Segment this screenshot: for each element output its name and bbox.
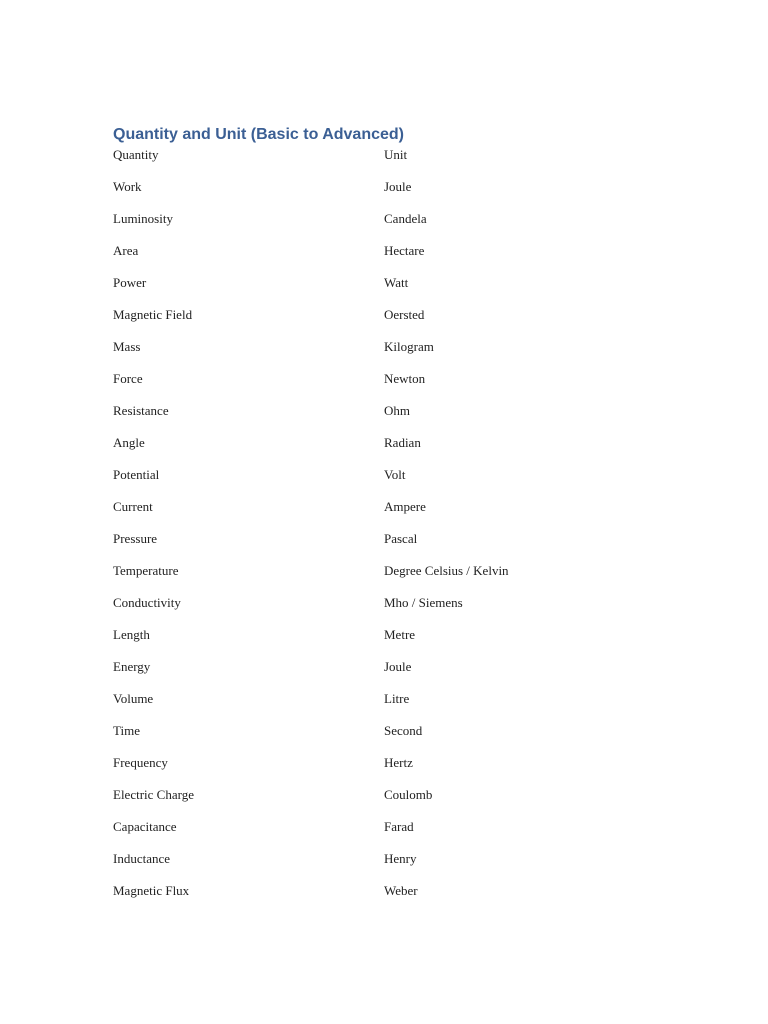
- table-row: [113, 818, 673, 850]
- quantity-cell: Power: [113, 275, 147, 290]
- unit-cell: Mho / Siemens: [384, 595, 463, 610]
- quantity-cell: Current: [113, 499, 153, 514]
- quantity-cell: Temperature: [113, 563, 179, 578]
- quantity-unit-table: [113, 146, 673, 914]
- table-body: [113, 178, 673, 914]
- table-row: [113, 722, 673, 754]
- table-row: [113, 338, 673, 370]
- header-quantity: Quantity: [113, 147, 159, 162]
- table-row: [113, 690, 673, 722]
- table-row: [113, 754, 673, 786]
- unit-cell: Second: [384, 723, 423, 738]
- table-row: [113, 498, 673, 530]
- quantity-cell: Conductivity: [113, 595, 181, 610]
- unit-cell: Metre: [384, 627, 416, 642]
- quantity-cell: Magnetic Field: [113, 307, 193, 322]
- quantity-cell: Inductance: [113, 851, 171, 866]
- quantity-cell: Mass: [113, 339, 141, 354]
- quantity-cell: Area: [113, 243, 139, 258]
- unit-cell: Watt: [384, 275, 409, 290]
- table-row: [113, 466, 673, 498]
- unit-cell: Coulomb: [384, 787, 433, 802]
- quantity-cell: Resistance: [113, 403, 169, 418]
- unit-cell: Litre: [384, 691, 410, 706]
- quantity-cell: Magnetic Flux: [113, 883, 190, 898]
- table-row: [113, 178, 673, 210]
- table-row: [113, 306, 673, 338]
- unit-cell: Candela: [384, 211, 427, 226]
- table-row: [113, 530, 673, 562]
- unit-cell: Ohm: [384, 403, 410, 418]
- unit-cell: Farad: [384, 819, 414, 834]
- table-row: [113, 242, 673, 274]
- table-row: [113, 370, 673, 402]
- unit-cell: Henry: [384, 851, 417, 866]
- table-row: [113, 594, 673, 626]
- table-header-row: [113, 146, 673, 178]
- unit-cell: Oersted: [384, 307, 425, 322]
- table-row: [113, 434, 673, 466]
- unit-cell: Joule: [384, 659, 412, 674]
- document-page: [113, 124, 673, 914]
- quantity-cell: Energy: [113, 659, 151, 674]
- quantity-cell: Work: [113, 179, 142, 194]
- table-row: [113, 274, 673, 306]
- table-row: [113, 882, 673, 914]
- table-row: [113, 210, 673, 242]
- unit-cell: Weber: [384, 883, 418, 898]
- unit-cell: Hertz: [384, 755, 413, 770]
- table-row: [113, 658, 673, 690]
- quantity-cell: Volume: [113, 691, 154, 706]
- quantity-cell: Length: [113, 627, 150, 642]
- quantity-cell: Capacitance: [113, 819, 177, 834]
- quantity-cell: Luminosity: [113, 211, 173, 226]
- unit-cell: Ampere: [384, 499, 426, 514]
- table-row: [113, 626, 673, 658]
- quantity-cell: Force: [113, 371, 143, 386]
- quantity-cell: Angle: [113, 435, 145, 450]
- unit-cell: Joule: [384, 179, 412, 194]
- unit-cell: Degree Celsius / Kelvin: [384, 563, 509, 578]
- unit-cell: Hectare: [384, 243, 425, 258]
- quantity-cell: Pressure: [113, 531, 158, 546]
- unit-cell: Newton: [384, 371, 426, 386]
- document-title: Quantity and Unit (Basic to Advanced): [113, 126, 404, 143]
- unit-cell: Pascal: [384, 531, 418, 546]
- unit-cell: Volt: [384, 467, 406, 482]
- unit-cell: Kilogram: [384, 339, 434, 354]
- table-row: [113, 562, 673, 594]
- table-row: [113, 402, 673, 434]
- quantity-cell: Potential: [113, 467, 160, 482]
- quantity-cell: Electric Charge: [113, 787, 194, 802]
- unit-cell: Radian: [384, 435, 421, 450]
- header-unit: Unit: [384, 147, 408, 162]
- quantity-cell: Frequency: [113, 755, 168, 770]
- table-row: [113, 850, 673, 882]
- table-row: [113, 786, 673, 818]
- quantity-cell: Time: [113, 723, 140, 738]
